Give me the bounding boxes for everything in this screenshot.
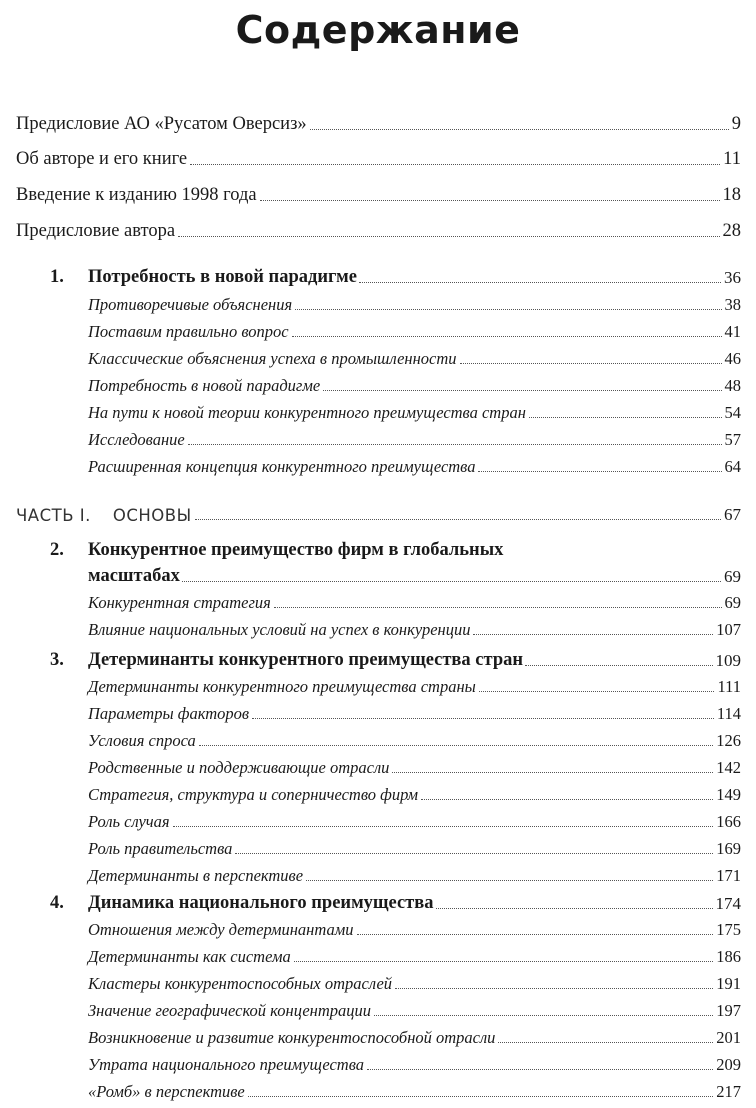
chapter-number: 2. xyxy=(50,540,64,560)
toc-entry-page: 107 xyxy=(716,620,741,639)
toc-section[interactable] xyxy=(88,376,741,396)
toc-entry-page: 217 xyxy=(716,1082,741,1101)
dot-leader xyxy=(392,772,713,773)
toc-section[interactable] xyxy=(88,403,741,423)
toc-chapter[interactable] xyxy=(88,893,741,914)
toc-entry-page: 111 xyxy=(717,677,741,696)
toc-chapter-title-cont: масштабах xyxy=(88,566,180,586)
toc-section-title: Отношения между детерминантами xyxy=(88,920,354,939)
toc-section[interactable] xyxy=(88,322,741,342)
toc-section[interactable] xyxy=(88,1055,741,1075)
toc-section[interactable] xyxy=(88,430,741,450)
toc-section-title: Параметры факторов xyxy=(88,704,250,723)
dot-leader xyxy=(323,390,721,391)
toc-section-title: «Ромб» в перспективе xyxy=(88,1082,245,1101)
toc-section-title: Противоречивые объяснения xyxy=(88,295,293,314)
toc-entry-page: 201 xyxy=(716,1028,741,1047)
toc-entry-page: 191 xyxy=(716,974,741,993)
toc-entry-page: 18 xyxy=(722,185,741,205)
toc-part-title xyxy=(16,506,192,525)
toc-section[interactable] xyxy=(88,920,741,940)
toc-chapter-title[interactable]: Конкурентное преимущество фирм в глобальных xyxy=(88,540,504,560)
toc-chapter-title: Детерминанты конкурентного преимущества стран xyxy=(88,650,524,670)
toc-entry-page: 149 xyxy=(716,785,741,804)
toc-section[interactable] xyxy=(88,349,741,369)
toc-entry[interactable] xyxy=(16,221,741,242)
toc-entry-page: 171 xyxy=(716,866,741,885)
dot-leader xyxy=(248,1096,714,1097)
toc-section-title: Поставим правильно вопрос xyxy=(88,322,289,341)
toc-entry-page: 11 xyxy=(723,149,741,169)
toc-section[interactable] xyxy=(88,731,741,751)
chapter-number: 1. xyxy=(50,267,64,287)
toc-entry-page: 126 xyxy=(716,731,741,750)
toc-chapter[interactable] xyxy=(88,267,741,288)
toc-entry-page: 69 xyxy=(724,567,741,586)
toc-entry-title: Введение к изданию 1998 года xyxy=(16,185,257,205)
dot-leader xyxy=(436,908,713,909)
dot-leader xyxy=(199,745,714,746)
dot-leader xyxy=(421,799,713,800)
dot-leader xyxy=(395,988,713,989)
dot-leader xyxy=(294,961,713,962)
toc-section-title: Роль случая xyxy=(88,812,170,831)
toc-section-title: Родственные и поддерживающие отрасли xyxy=(88,758,390,777)
dot-leader xyxy=(252,718,714,719)
toc-entry[interactable] xyxy=(16,185,741,206)
toc-entry-page: 186 xyxy=(716,947,741,966)
dot-leader xyxy=(295,309,721,310)
toc-entry-title: Об авторе и его книге xyxy=(16,149,188,169)
dot-leader xyxy=(357,934,714,935)
toc-section-title: Конкурентная стратегия xyxy=(88,593,271,612)
toc-section-title: Стратегия, структура и соперничество фирм xyxy=(88,785,419,804)
dot-leader xyxy=(195,519,721,520)
toc-section-title: Детерминанты как система xyxy=(88,947,291,966)
toc-section-title: Детерминанты конкурентного преимущества страны xyxy=(88,677,476,696)
dot-leader xyxy=(190,164,720,165)
page-title: Содержание xyxy=(235,8,521,52)
toc-section-title: Детерминанты в перспективе xyxy=(88,866,304,885)
toc-entry-page: 48 xyxy=(724,376,741,395)
toc-section-title: Влияние национальных условий на успех в конкуренции xyxy=(88,620,471,639)
toc-chapter[interactable] xyxy=(88,566,741,587)
toc-section-title: Роль правительства xyxy=(88,839,233,858)
toc-section-title: Расширенная концепция конкурентного преимущества xyxy=(88,457,476,476)
toc-entry-page: 109 xyxy=(715,651,741,670)
toc-entry[interactable] xyxy=(16,114,741,135)
toc-entry-title: Предисловие автора xyxy=(16,221,176,241)
dot-leader xyxy=(260,200,720,201)
dot-leader xyxy=(479,691,715,692)
toc-section-title: Классические объяснения успеха в промышленности xyxy=(88,349,457,368)
chapter-number: 4. xyxy=(50,893,64,913)
toc-chapter-title: Динамика национального преимущества xyxy=(88,893,434,913)
dot-leader xyxy=(292,336,722,337)
toc-entry-page: 174 xyxy=(715,894,741,913)
toc-section[interactable] xyxy=(88,1028,741,1048)
toc-section-title: На пути к новой теории конкурентного преимущества стран xyxy=(88,403,526,422)
toc-chapter[interactable] xyxy=(88,650,741,671)
toc-entry-page: 41 xyxy=(724,322,741,341)
toc-section-title: Исследование xyxy=(88,430,185,449)
toc-entry-page: 169 xyxy=(716,839,741,858)
toc-entry-page: 197 xyxy=(716,1001,741,1020)
toc-entry-page: 142 xyxy=(716,758,741,777)
toc-entry-page: 69 xyxy=(724,593,741,612)
toc-section-title: Кластеры конкурентоспособных отраслей xyxy=(88,974,393,993)
toc-entry-page: 54 xyxy=(724,403,741,422)
toc-part[interactable] xyxy=(16,505,741,525)
toc-section[interactable] xyxy=(88,974,741,994)
toc-section[interactable] xyxy=(88,457,741,477)
part-title: ОСНОВЫ xyxy=(112,506,192,525)
toc-section[interactable] xyxy=(88,295,741,315)
toc-entry-page: 28 xyxy=(722,221,741,241)
dot-leader xyxy=(306,880,713,881)
toc-section-title: Утрата национального преимущества xyxy=(88,1055,365,1074)
toc-entry-page: 38 xyxy=(724,295,741,314)
dot-leader xyxy=(478,471,721,472)
dot-leader xyxy=(310,129,729,130)
toc-entry-page: 114 xyxy=(716,704,741,723)
toc-entry-page: 175 xyxy=(716,920,741,939)
part-label: ЧАСТЬ I. xyxy=(16,506,91,525)
chapter-number: 3. xyxy=(50,650,64,670)
toc-section[interactable] xyxy=(88,866,741,886)
dot-leader xyxy=(178,236,719,237)
toc-section[interactable] xyxy=(88,677,741,697)
toc-section[interactable] xyxy=(88,812,741,832)
toc-entry-page: 166 xyxy=(716,812,741,831)
toc-section-title: Возникновение и развитие конкурентоспособной отрасли xyxy=(88,1028,496,1047)
dot-leader xyxy=(498,1042,713,1043)
dot-leader xyxy=(359,282,721,283)
toc-entry[interactable] xyxy=(16,149,741,170)
toc-section[interactable] xyxy=(88,758,741,778)
toc-section[interactable] xyxy=(88,947,741,967)
dot-leader xyxy=(525,665,712,666)
dot-leader xyxy=(173,826,714,827)
dot-leader xyxy=(182,581,721,582)
dot-leader xyxy=(367,1069,713,1070)
toc-section-title: Потребность в новой парадигме xyxy=(88,376,321,395)
toc-section[interactable] xyxy=(88,1001,741,1021)
toc-entry-page: 36 xyxy=(724,268,741,287)
toc-entry-page: 9 xyxy=(731,114,741,134)
toc-entry-page: 46 xyxy=(724,349,741,368)
toc-entry-page: 57 xyxy=(724,430,741,449)
toc-entry-page: 209 xyxy=(716,1055,741,1074)
toc-section[interactable] xyxy=(88,620,741,640)
toc-section[interactable] xyxy=(88,704,741,724)
dot-leader xyxy=(374,1015,713,1016)
toc-entry-title: Предисловие АО «Русатом Оверсиз» xyxy=(16,114,307,134)
dot-leader xyxy=(274,607,722,608)
toc-section[interactable] xyxy=(88,839,741,859)
toc-section[interactable] xyxy=(88,785,741,805)
toc-section-title: Значение географической концентрации xyxy=(88,1001,372,1020)
toc-section[interactable] xyxy=(88,1082,741,1102)
dot-leader xyxy=(529,417,722,418)
toc-entry-page: 67 xyxy=(724,505,741,524)
dot-leader xyxy=(473,634,713,635)
toc-chapter-title: Потребность в новой парадигме xyxy=(88,267,357,287)
dot-leader xyxy=(188,444,722,445)
toc-section[interactable] xyxy=(88,593,741,613)
toc-section-title: Условия спроса xyxy=(88,731,196,750)
dot-leader xyxy=(460,363,722,364)
dot-leader xyxy=(235,853,713,854)
toc-entry-page: 64 xyxy=(724,457,741,476)
